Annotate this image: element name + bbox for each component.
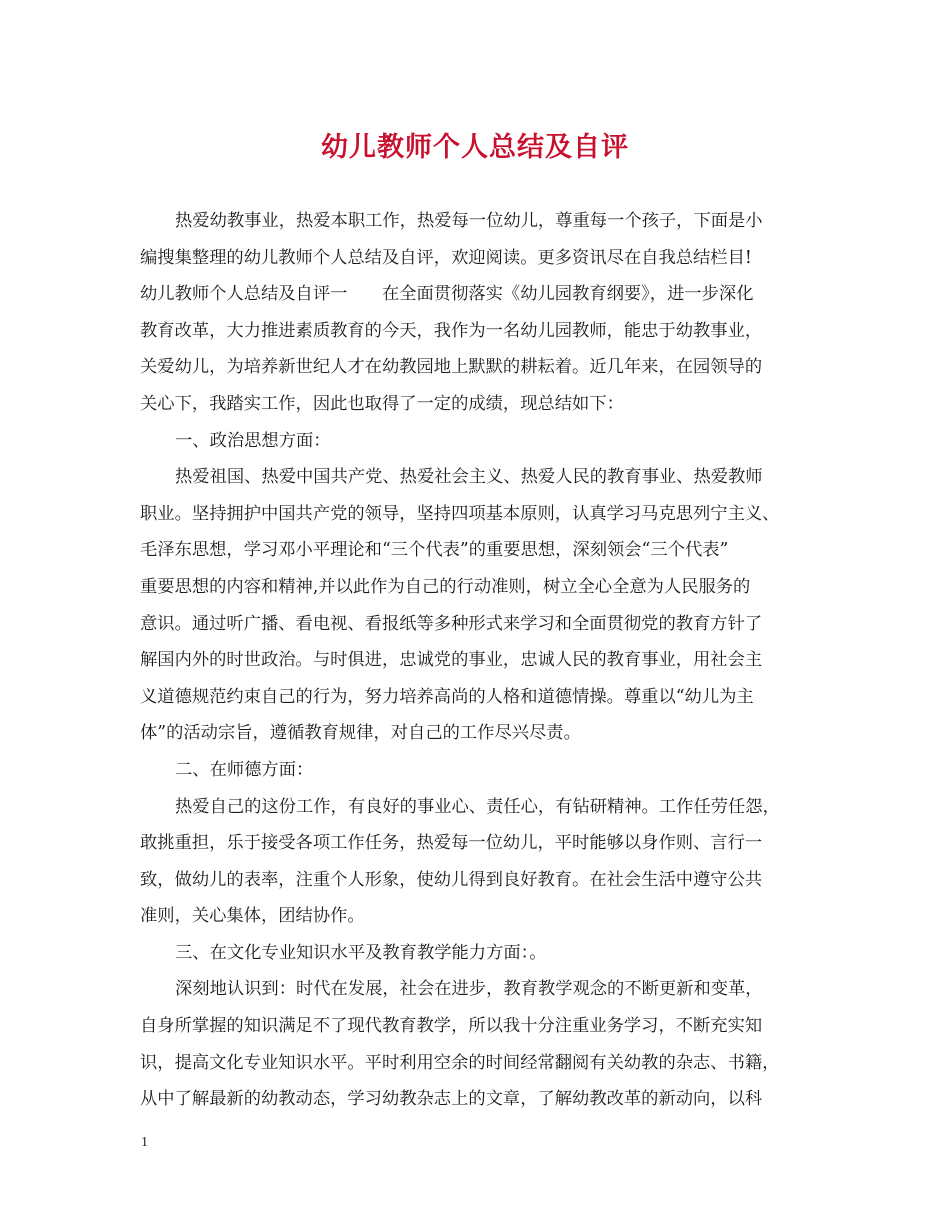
body-text-line: 深刻地认识到：时代在发展，社会在进步，教育教学观念的不断更新和变革，	[175, 979, 763, 1000]
body-text-line: 识，提高文化专业知识水平。平时利用空余的时间经常翻阅有关幼教的杂志、书籍，	[140, 1052, 780, 1073]
document-body	[140, 203, 830, 1118]
body-text-line: 教育改革，大力推进素质教育的今天，我作为一名幼儿园教师，能忠于幼教事业，	[140, 320, 763, 341]
body-text-line: 职业。坚持拥护中国共产党的领导，坚持四项基本原则，认真学习马克思列宁主义、	[140, 503, 780, 524]
body-text-line: 关心下，我踏实工作，因此也取得了一定的成绩，现总结如下：	[140, 393, 624, 414]
body-text-line: 义道德规范约束自己的行为，努力培养高尚的人格和道德情操。尊重以“幼儿为主	[140, 686, 754, 707]
body-text-line: 准则，关心集体，团结协作。	[140, 906, 365, 927]
body-text-line: 一、政治思想方面：	[175, 430, 331, 451]
body-text-line: 三、在文化专业知识水平及教育教学能力方面：。	[175, 942, 547, 963]
body-text-line: 体”的活动宗旨，遵循教育规律，对自己的工作尽兴尽责。	[140, 723, 581, 744]
body-text-line: 从中了解最新的幼教动态，学习幼教杂志上的文章，了解幼教改革的新动向，以科	[140, 1089, 763, 1110]
body-text-line: 意识。通过听广播、看电视、看报纸等多种形式来学习和全面贯彻党的教育方针了	[140, 613, 763, 634]
body-text-line: 幼儿教师个人总结及自评一 在全面贯彻落实《幼儿园教育纲要》，进一步深化	[140, 284, 754, 305]
body-text-line: 热爱幼教事业，热爱本职工作，热爱每一位幼儿，尊重每一个孩子，下面是小	[175, 211, 763, 231]
body-text-line: 毛泽东思想，学习邓小平理论和“三个代表”的重要思想，深刻领会“三个代表”	[140, 540, 729, 561]
body-text-line: 敢挑重担，乐于接受各项工作任务，热爱每一位幼儿，平时能够以身作则、言行一	[140, 833, 763, 854]
body-text-line: 热爱自己的这份工作，有良好的事业心、责任心，有钻研精神。工作任劳任怨，	[175, 796, 780, 817]
body-text-line: 热爱祖国、热爱中国共产党、热爱社会主义、热爱人民的教育事业、热爱教师	[175, 467, 763, 488]
body-text-line: 重要思想的内容和精神,并以此作为自己的行动准则，树立全心全意为人民服务的	[140, 576, 751, 597]
body-text-line: 致，做幼儿的表率，注重个人形象，使幼儿得到良好教育。在社会生活中遵守公共	[140, 869, 763, 890]
body-text-line: 二、在师德方面：	[175, 759, 314, 780]
page-number: 1	[141, 1135, 148, 1150]
body-text-line: 解国内外的时世政治。与时俱进，忠诚党的事业，忠诚人民的教育事业，用社会主	[140, 650, 763, 671]
body-text-line: 关爱幼儿，为培养新世纪人才在幼教园地上默默的耕耘着。近几年来，在园领导的	[140, 357, 763, 378]
body-text-line: 编搜集整理的幼儿教师个人总结及自评，欢迎阅读。更多资讯尽在自我总结栏目!	[140, 247, 752, 268]
document-title: 幼儿教师个人总结及自评	[321, 132, 629, 163]
body-text-line: 自身所掌握的知识满足不了现代教育教学，所以我十分注重业务学习，不断充实知	[140, 1016, 763, 1037]
